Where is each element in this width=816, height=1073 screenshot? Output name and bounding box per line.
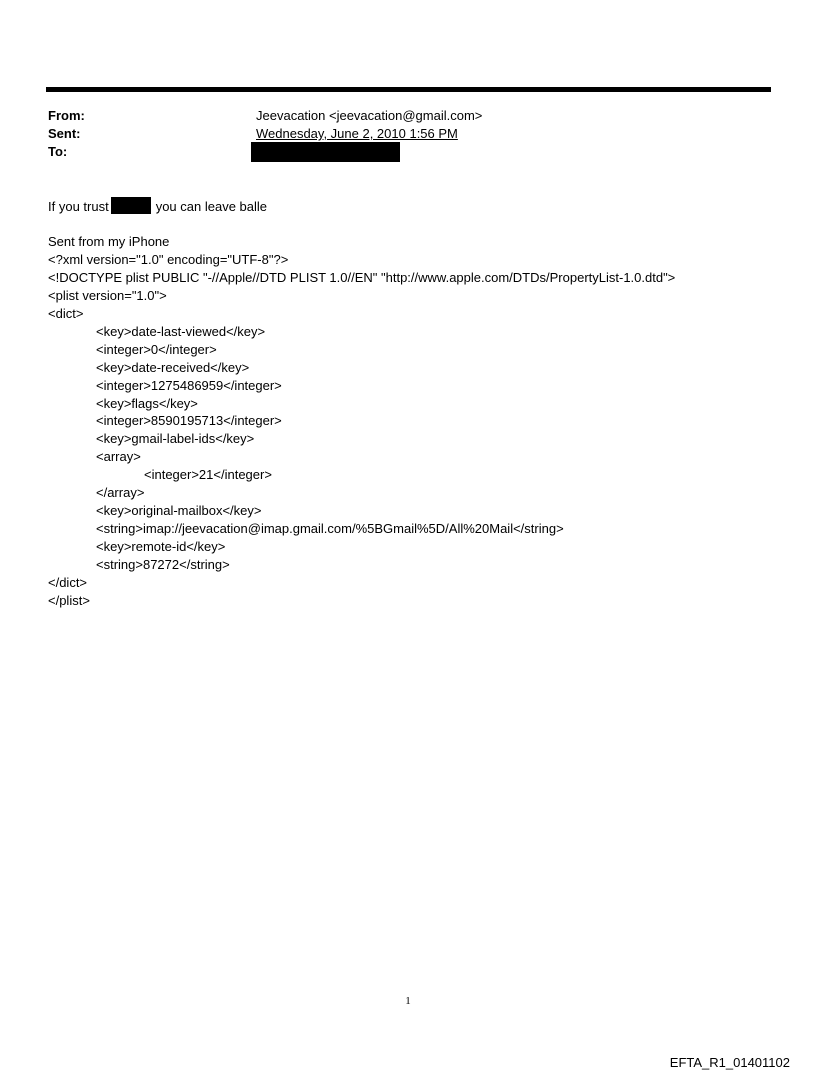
plist-line: <integer>1275486959</integer> xyxy=(96,377,282,393)
plist-line: <integer>0</integer> xyxy=(96,341,217,357)
plist-line: <key>date-received</key> xyxy=(96,359,250,375)
header-rule xyxy=(46,87,771,92)
document-id: EFTA_R1_01401102 xyxy=(669,1055,790,1070)
message-text-after: you can leave balle xyxy=(155,199,268,214)
sent-value: Wednesday, June 2, 2010 1:56 PM xyxy=(256,126,458,141)
sent-label: Sent: xyxy=(48,126,81,141)
from-label: From: xyxy=(48,108,85,123)
plist-line: <string>imap://jeevacation@imap.gmail.com/%5BGmail%5D/All%20Mail</string> xyxy=(96,521,564,537)
plist-line: <string>87272</string> xyxy=(96,556,230,572)
message-text-before: If you trust xyxy=(48,199,109,214)
page-number: 1 xyxy=(405,995,411,1007)
plist-line: <plist version="1.0"> xyxy=(48,287,167,303)
from-value: Jeevacation <jeevacation@gmail.com> xyxy=(256,108,483,123)
plist-line: <integer>21</integer> xyxy=(144,467,272,483)
to-redaction xyxy=(251,142,400,162)
plist-block xyxy=(48,251,675,610)
plist-line: <integer>8590195713</integer> xyxy=(96,413,282,429)
plist-line: <key>remote-id</key> xyxy=(96,539,226,554)
signature: Sent from my iPhone xyxy=(48,234,170,249)
message-line xyxy=(48,197,267,216)
plist-line: <dict> xyxy=(48,305,84,321)
plist-line: <key>date-last-viewed</key> xyxy=(96,323,266,339)
plist-line: </plist> xyxy=(48,592,90,608)
to-label: To: xyxy=(48,144,68,159)
plist-line: <?xml version="1.0" encoding="UTF-8"?> xyxy=(48,252,289,267)
plist-line: <array> xyxy=(96,449,141,465)
plist-line: <!DOCTYPE plist PUBLIC "-//Apple//DTD PLIST 1.0//EN" "http://www.apple.com/DTDs/PropertyList-1.0.dtd"> xyxy=(48,269,676,285)
plist-line: <key>original-mailbox</key> xyxy=(96,503,262,519)
plist-line: <key>gmail-label-ids</key> xyxy=(96,431,255,447)
plist-line: <key>flags</key> xyxy=(96,395,198,411)
plist-line: </dict> xyxy=(48,574,88,590)
plist-line: </array> xyxy=(96,485,145,501)
name-redaction xyxy=(111,197,151,214)
